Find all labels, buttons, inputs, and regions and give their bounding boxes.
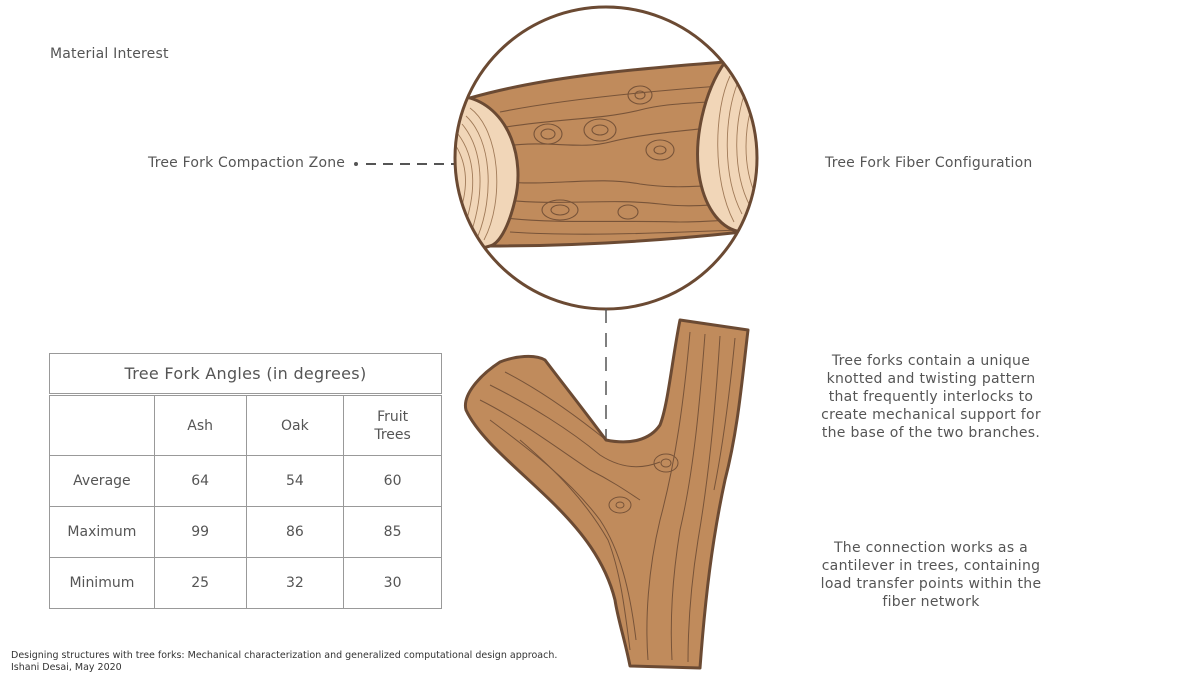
table-cell: 85 [344,507,442,558]
table-cell: 86 [246,507,344,558]
row-label: Average [50,456,155,507]
compaction-zone-label: Tree Fork Compaction Zone [148,155,346,171]
fiber-configuration-label: Tree Fork Fiber Configuration [825,155,1033,171]
table-header-empty [50,395,155,456]
tree-fork [465,320,748,668]
section-title: Material Interest [50,46,169,62]
description-interlocking-pattern: Tree forks contain a unique knotted and twisting pattern that frequently interlocks to create mechanical support for the base of the two branches. [821,353,1041,441]
row-label: Minimum [50,558,155,609]
table-cell: 99 [154,507,246,558]
table-title: Tree Fork Angles (in degrees) [50,354,442,395]
citation-title: Designing structures with tree forks: Mechanical characterization and generalized computational design approach. [11,650,558,661]
citation [11,650,557,674]
table-header-fruit-trees [344,395,442,456]
table-row [50,507,442,558]
fruit-trees-label: Fruit Trees [374,408,411,443]
zoom-circle [440,0,780,320]
description-cantilever: The connection works as a cantilever in trees, containing load transfer points within the fiber network [820,540,1042,610]
table-row [50,456,442,507]
citation-author: Ishani Desai, May 2020 [11,662,122,673]
table-cell: 32 [246,558,344,609]
table-header-oak: Oak [246,395,344,456]
table-cell: 60 [344,456,442,507]
tree-fork-angles-table [49,353,442,609]
table-cell: 25 [154,558,246,609]
table-cell: 30 [344,558,442,609]
row-label: Maximum [50,507,155,558]
table-cell: 54 [246,456,344,507]
table-header-ash: Ash [154,395,246,456]
table-cell: 64 [154,456,246,507]
table-row [50,558,442,609]
